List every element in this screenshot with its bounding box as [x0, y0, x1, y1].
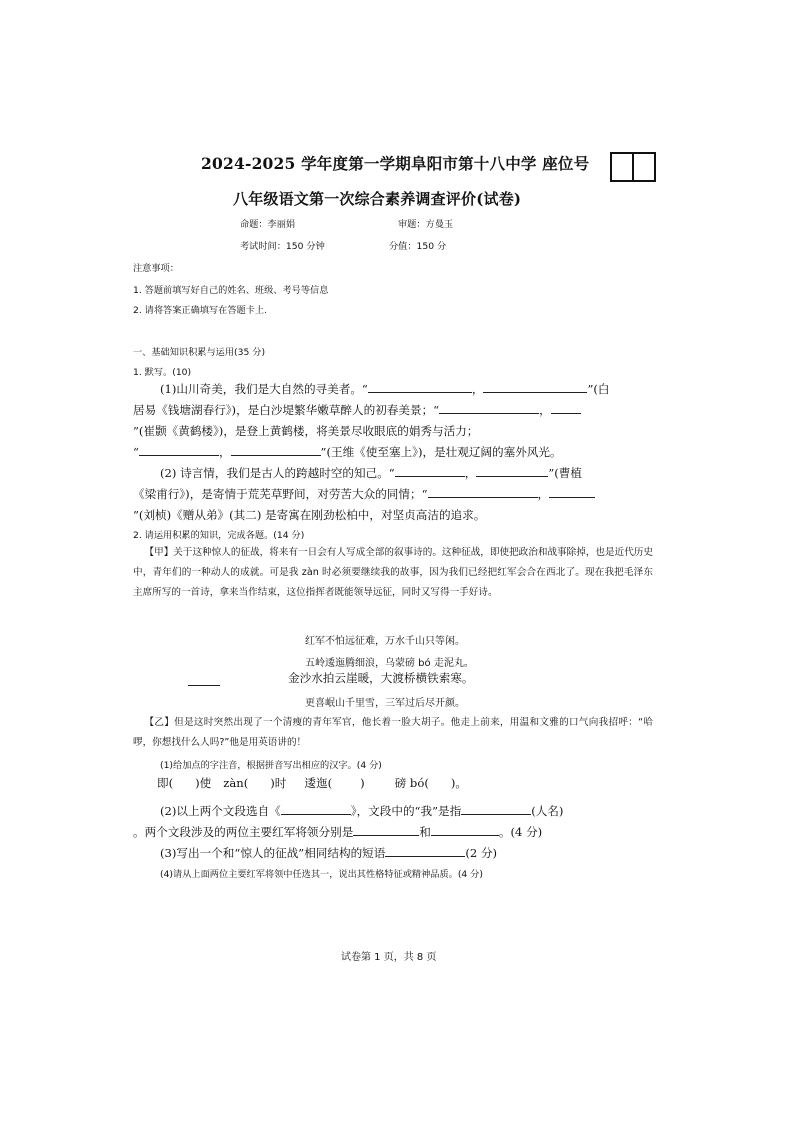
answer-blank[interactable] — [281, 803, 351, 815]
passage-yi: 【乙】但是这时突然出现了一个清瘦的青年军官，他长着一脸大胡子。他走上前来，用温和文雅的口气向我招呼：“哈啰，你想找什么人吗?”他是用英语讲的！ — [133, 717, 653, 748]
exam-title-line1: 2024-2025 学年度第一学期阜阳市第十八中学 座位号 — [201, 154, 590, 173]
sub-question-3: (3)写出一个和“惊人的征战”相同结构的短语 (2 分) — [160, 846, 498, 860]
poem-line-4: 更喜岷山千里雪，三军过后尽开颜。 — [305, 698, 465, 709]
poem-line-3: 金沙水拍云崖暖，大渡桥横铁索寒。 — [288, 671, 474, 685]
q1-line-4: “ ， ”(王维《使至塞上》)，是壮观辽阔的塞外风光。 — [133, 445, 562, 459]
poem-blank[interactable] — [188, 674, 220, 686]
q1-line-2: 居易《钱塘湖春行》)，是白沙堤繁华嫩草醉人的初春美景；“ ， — [133, 402, 581, 418]
exam-title-line2: 八年级语文第一次综合素养调查评价(试卷) — [233, 190, 522, 208]
sub-question-4: (4)请从上面两位主要红军将领中任选其一，说出其性格特征或精神品质。(4 分) — [160, 869, 483, 880]
answer-blank[interactable] — [549, 486, 595, 498]
question-2-label: 2. 请运用积累的知识，完成各题。(14 分) — [133, 530, 305, 541]
seat-number-box-2 — [632, 152, 656, 182]
notes-item-1: 1. 答题前填写好自己的姓名、班级、考号等信息 — [133, 285, 329, 296]
notes-item-2: 2. 请将答案正确填写在答题卡上. — [133, 305, 268, 316]
sub-question-2-cont: 。两个文段涉及的两位主要红军将领分别是 和 。(4 分) — [133, 825, 543, 839]
composer: 命题：李丽娟 — [240, 219, 296, 230]
section-heading: 一、基础知识积累与运用(35 分) — [133, 347, 266, 358]
notes-heading: 注意事项： — [133, 263, 179, 274]
q1-line-1: (1)山川奇美，我们是大自然的寻美者。“ ， ”(白 — [160, 382, 610, 396]
reviewer: 审题：方曼玉 — [398, 219, 454, 230]
sub-question-2: (2)以上两个文段选自《 》，文段中的“我”是指 (人名) — [160, 804, 564, 818]
answer-blank[interactable] — [368, 381, 472, 393]
answer-blank[interactable] — [476, 465, 548, 477]
answer-blank[interactable] — [551, 402, 581, 414]
question-1-label: 1. 默写。(10) — [133, 367, 192, 378]
poem-line-1: 红军不怕远征难，万水千山只等闲。 — [305, 636, 465, 647]
sub-question-1: (1)给加点的字注音，根据拼音写出相应的汉字。(4 分) — [160, 760, 382, 771]
q1-line-3: ”(崔颢《黄鹤楼》)，是登上黄鹤楼，将美景尽收眼底的娟秀与活力； — [133, 424, 479, 438]
passage-jia: 【甲】关于这种惊人的征战，将来有一日会有人写成全部的叙事诗的。这种征战，即使把政治和战事除掉，也是近代历史中，青年们的一种动人的成就。可是我 zàn 时必须要继续我的故事，因为我们已经把红军会合在西北了。现在我把毛泽东主席所写的一首诗，拿来当作结束，这位指挥者既能领导远征，同时又写得一手好诗。 — [133, 547, 653, 598]
total-score: 分值：150 分 — [389, 241, 447, 252]
answer-blank[interactable] — [439, 402, 539, 414]
answer-blank[interactable] — [385, 845, 465, 857]
sub-question-1-items: 即( )使 zàn( )时 逶迤( ) 磅 bó( )。 — [157, 776, 467, 790]
q1-line-6: 《梁甫行》)，是寄情于荒芜草野间，对劳苦大众的同情；“ ， — [133, 486, 595, 502]
answer-blank[interactable] — [461, 803, 531, 815]
answer-blank[interactable] — [428, 486, 538, 498]
answer-blank[interactable] — [139, 444, 219, 456]
answer-blank[interactable] — [231, 444, 321, 456]
q1-line-5: (2) 诗言情，我们是古人的跨越时空的知己。“ ， ”(曹植 — [160, 466, 582, 480]
exam-time: 考试时间：150 分钟 — [240, 241, 325, 252]
answer-blank[interactable] — [395, 465, 465, 477]
answer-blank[interactable] — [431, 824, 499, 836]
page-footer: 试卷第 1 页，共 8 页 — [341, 952, 437, 963]
answer-blank[interactable] — [483, 381, 587, 393]
seat-number-box-1 — [610, 152, 634, 182]
poem-line-2: 五岭逶迤腾细浪，乌蒙磅 bó 走泥丸。 — [305, 658, 474, 669]
q1-line-7: ”(刘桢)《赠从弟》(其二) 是寄寓在刚劲松柏中，对坚贞高洁的追求。 — [133, 508, 486, 522]
answer-blank[interactable] — [353, 824, 419, 836]
